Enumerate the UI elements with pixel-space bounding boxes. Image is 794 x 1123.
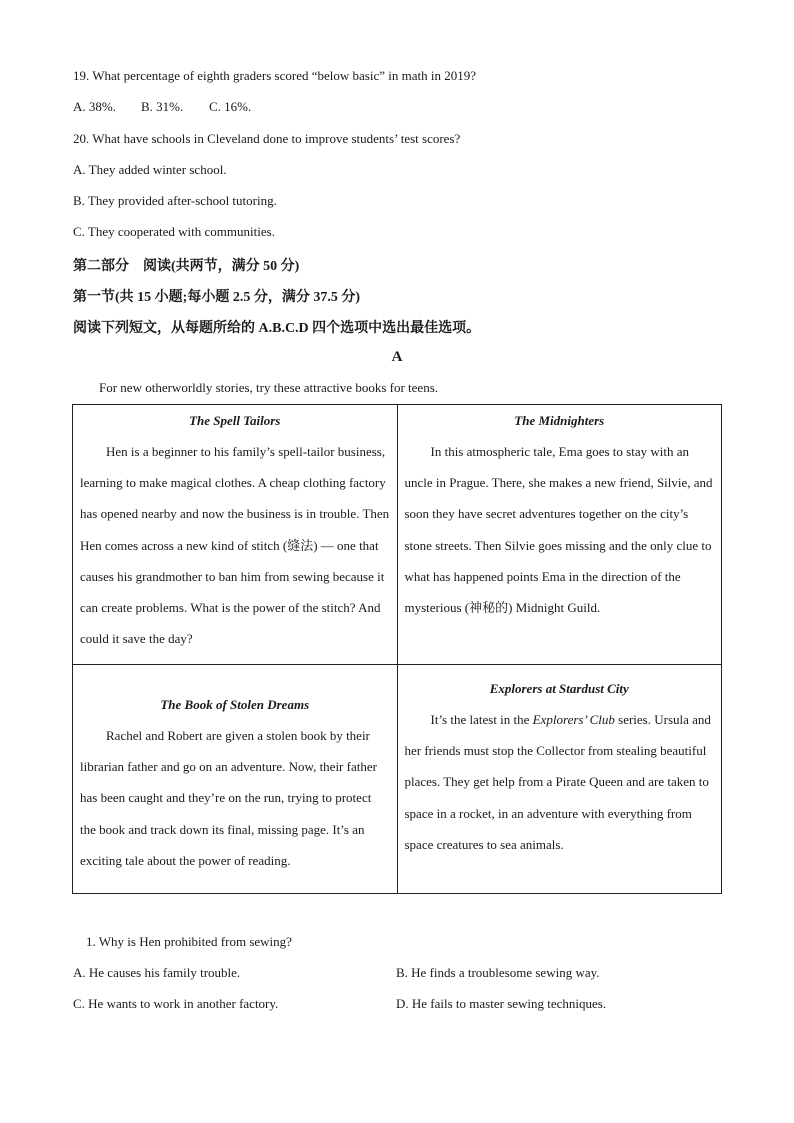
- q1-option-c: C. He wants to work in another factory.: [73, 996, 279, 1011]
- q20-option-a: A. They added winter school.: [73, 162, 227, 177]
- book-description-start: It’s the latest in the: [430, 712, 533, 727]
- book-description: Hen is a beginner to his family’s spell-tailor business, learning to make magical clothes. A cheap clothing factory has opened nearby and now the business is in trouble. Then Hen comes across a new kind of stitch (缝法) — one that causes his grandmother to ban him from sewing because it can create problems. What is the power of the stitch? And could it save the day?: [80, 444, 390, 647]
- book-cell-midnighters: [397, 405, 722, 665]
- question-20-stem: 20. What have schools in Cleveland done to improve students’ test scores?: [73, 131, 461, 146]
- series-name: Explorers’ Club: [532, 712, 615, 727]
- q1-option-b: B. He finds a troublesome sewing way.: [396, 965, 600, 980]
- book-cell-stolen-dreams: [73, 665, 398, 894]
- book-cell-spell-tailors: [73, 405, 398, 665]
- q1-option-d: D. He fails to master sewing techniques.: [396, 996, 607, 1011]
- book-description: Rachel and Robert are given a stolen book by their librarian father and go on an adventure. Now, their father has been caught and they’re on the run, trying to protect the book and track down its final, missing page. It’s an exciting tale about the power of reading.: [80, 728, 377, 868]
- book-title: The Book of Stolen Dreams: [160, 697, 310, 712]
- book-description-rest: series. Ursula and her friends must stop the Collector from stealing beautiful places. They get help from a Pirate Queen and are taken to space in a rocket, in an adventure with everything from space creatures to sea animals.: [404, 712, 711, 852]
- q1-option-a: A. He causes his family trouble.: [73, 965, 241, 980]
- question-19-options: [73, 99, 251, 115]
- passage-intro: For new otherworldly stories, try these attractive books for teens.: [99, 380, 438, 395]
- q20-option-b: B. They provided after-school tutoring.: [73, 193, 277, 208]
- book-table: [72, 404, 722, 894]
- book-description: In this atmospheric tale, Ema goes to stay with an uncle in Prague. There, she makes a new friend, Silvie, and soon they have secret adventures together on the city’s stone streets. Then Silvie goes missing and the only clue to what has happened points Ema in the direction of the mysterious (神秘的) Midnight Guild.: [404, 444, 713, 616]
- section-one-heading: 第一节(共 15 小题;每小题 2.5 分，满分 37.5 分): [73, 290, 360, 305]
- q19-option-c: C. 16%.: [209, 99, 252, 114]
- passage-label: A: [391, 349, 403, 365]
- book-title: The Spell Tailors: [189, 413, 281, 428]
- book-title: Explorers at Stardust City: [489, 681, 629, 696]
- part-two-heading: 第二部分 阅读(共两节，满分 50 分): [73, 259, 300, 274]
- q19-option-b: B. 31%.: [141, 99, 184, 114]
- book-title: The Midnighters: [514, 413, 605, 428]
- question-19-stem: 19. What percentage of eighth graders scored “below basic” in math in 2019?: [73, 68, 476, 83]
- q19-option-a: A. 38%.: [73, 99, 116, 114]
- instruction-heading: 阅读下列短文，从每题所给的 A.B.C.D 四个选项中选出最佳选项。: [73, 321, 481, 336]
- book-cell-stardust-city: [397, 665, 722, 894]
- q20-option-c: C. They cooperated with communities.: [73, 224, 275, 239]
- book-description: [405, 704, 715, 860]
- question-1-stem: 1. Why is Hen prohibited from sewing?: [86, 934, 292, 949]
